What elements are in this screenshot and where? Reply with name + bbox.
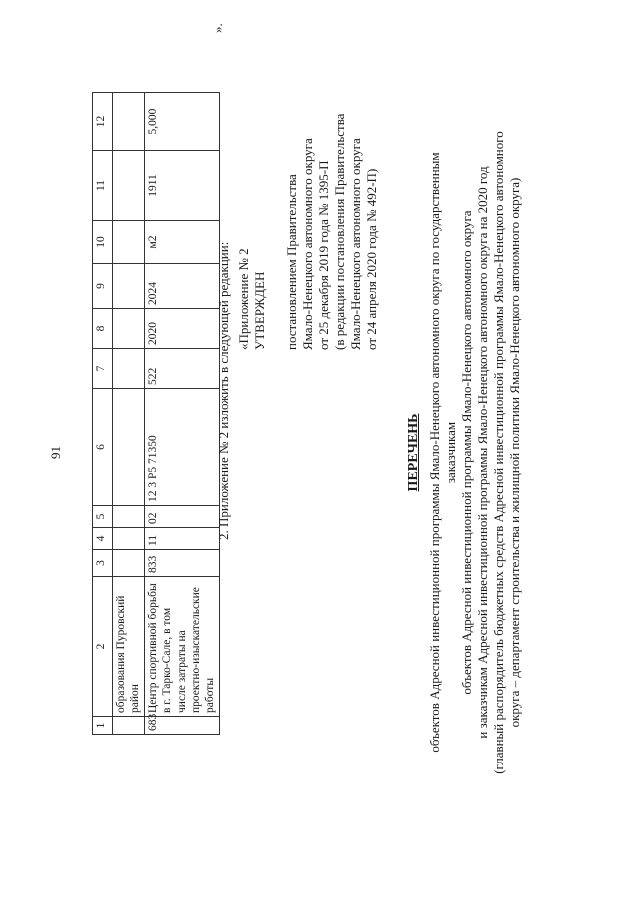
approval-line: «Приложение № 2 bbox=[236, 248, 251, 350]
approval-line: от 25 декабря 2019 года № 1395-П bbox=[316, 160, 331, 350]
description-line: (главный распорядитель бюджетных средств Адресной инвестиционной программы Ямало-Ненецкого автономного bbox=[491, 131, 506, 774]
approval-line: от 24 апреля 2020 года № 492-П) bbox=[364, 168, 379, 350]
approval-line: Ямало-Ненецкого автономного округа bbox=[348, 138, 363, 350]
table-col-number: 5 bbox=[93, 506, 113, 528]
approval-line: УТВЕРЖДЕН bbox=[252, 271, 267, 350]
continuation-cell: образования Пуровский район bbox=[113, 577, 145, 717]
paragraph-2: 2. Приложение № 2 изложить в следующей редакции: bbox=[216, 241, 231, 540]
table-col-number: 9 bbox=[93, 264, 113, 309]
cell-c9: 2024 bbox=[144, 264, 219, 309]
table-row bbox=[144, 93, 219, 735]
table-header-row bbox=[93, 93, 113, 735]
cell-c11: 1911 bbox=[144, 151, 219, 221]
table-col-number: 7 bbox=[93, 349, 113, 389]
table-col-number: 3 bbox=[93, 550, 113, 577]
approval-block bbox=[236, 114, 380, 350]
list-title: ПЕРЕЧЕНЬ bbox=[406, 413, 421, 492]
table-col-number: 4 bbox=[93, 528, 113, 550]
approval-line: постановлением Правительства bbox=[284, 174, 299, 350]
list-heading-block bbox=[405, 130, 523, 775]
cell-c10: м2 bbox=[144, 221, 219, 264]
table-continuation-row bbox=[113, 93, 145, 735]
closing-quote-mark: ». bbox=[210, 23, 225, 33]
description-line: и заказчикам Адресной инвестиционной программы Ямало-Ненецкого автономного округа на 2020 год bbox=[475, 166, 490, 739]
approval-line: Ямало-Ненецкого автономного округа bbox=[300, 138, 315, 350]
row-number: 683 bbox=[144, 717, 219, 735]
table-col-number: 12 bbox=[93, 93, 113, 151]
approval-line: (в редакции постановления Правительства bbox=[332, 113, 347, 350]
description-line: округа – департамент строительства и жилищной политики Ямало-Ненецкого автономного округа) bbox=[507, 177, 522, 728]
cell-c4: 11 bbox=[144, 528, 219, 550]
table-col-number: 10 bbox=[93, 221, 113, 264]
cell-c6: 12 3 P5 71350 bbox=[144, 389, 219, 506]
cell-c8: 2020 bbox=[144, 309, 219, 349]
cell-c12: 5,000 bbox=[144, 93, 219, 151]
table-col-number: 6 bbox=[93, 389, 113, 506]
data-table bbox=[92, 92, 220, 735]
description-line: объектов Адресной инвестиционной программы Ямало-Ненецкого автономного округа по государственным заказчикам bbox=[427, 152, 458, 753]
object-name: Центр спортивной борьбы в г. Тарко-Сале, в том числе затраты на проектно-изыскательские работы bbox=[144, 577, 219, 717]
cell-c3: 833 bbox=[144, 550, 219, 577]
table-col-number: 8 bbox=[93, 309, 113, 349]
table-col-number: 1 bbox=[93, 717, 113, 735]
table-col-number: 11 bbox=[93, 151, 113, 221]
page-number: 91 bbox=[48, 446, 63, 459]
table-col-number: 2 bbox=[93, 577, 113, 717]
cell-c7: 522 bbox=[144, 349, 219, 389]
cell-c5: 02 bbox=[144, 506, 219, 528]
description-line: объектов Адресной инвестиционной программы Ямало-Ненецкого автономного округа bbox=[459, 210, 474, 695]
